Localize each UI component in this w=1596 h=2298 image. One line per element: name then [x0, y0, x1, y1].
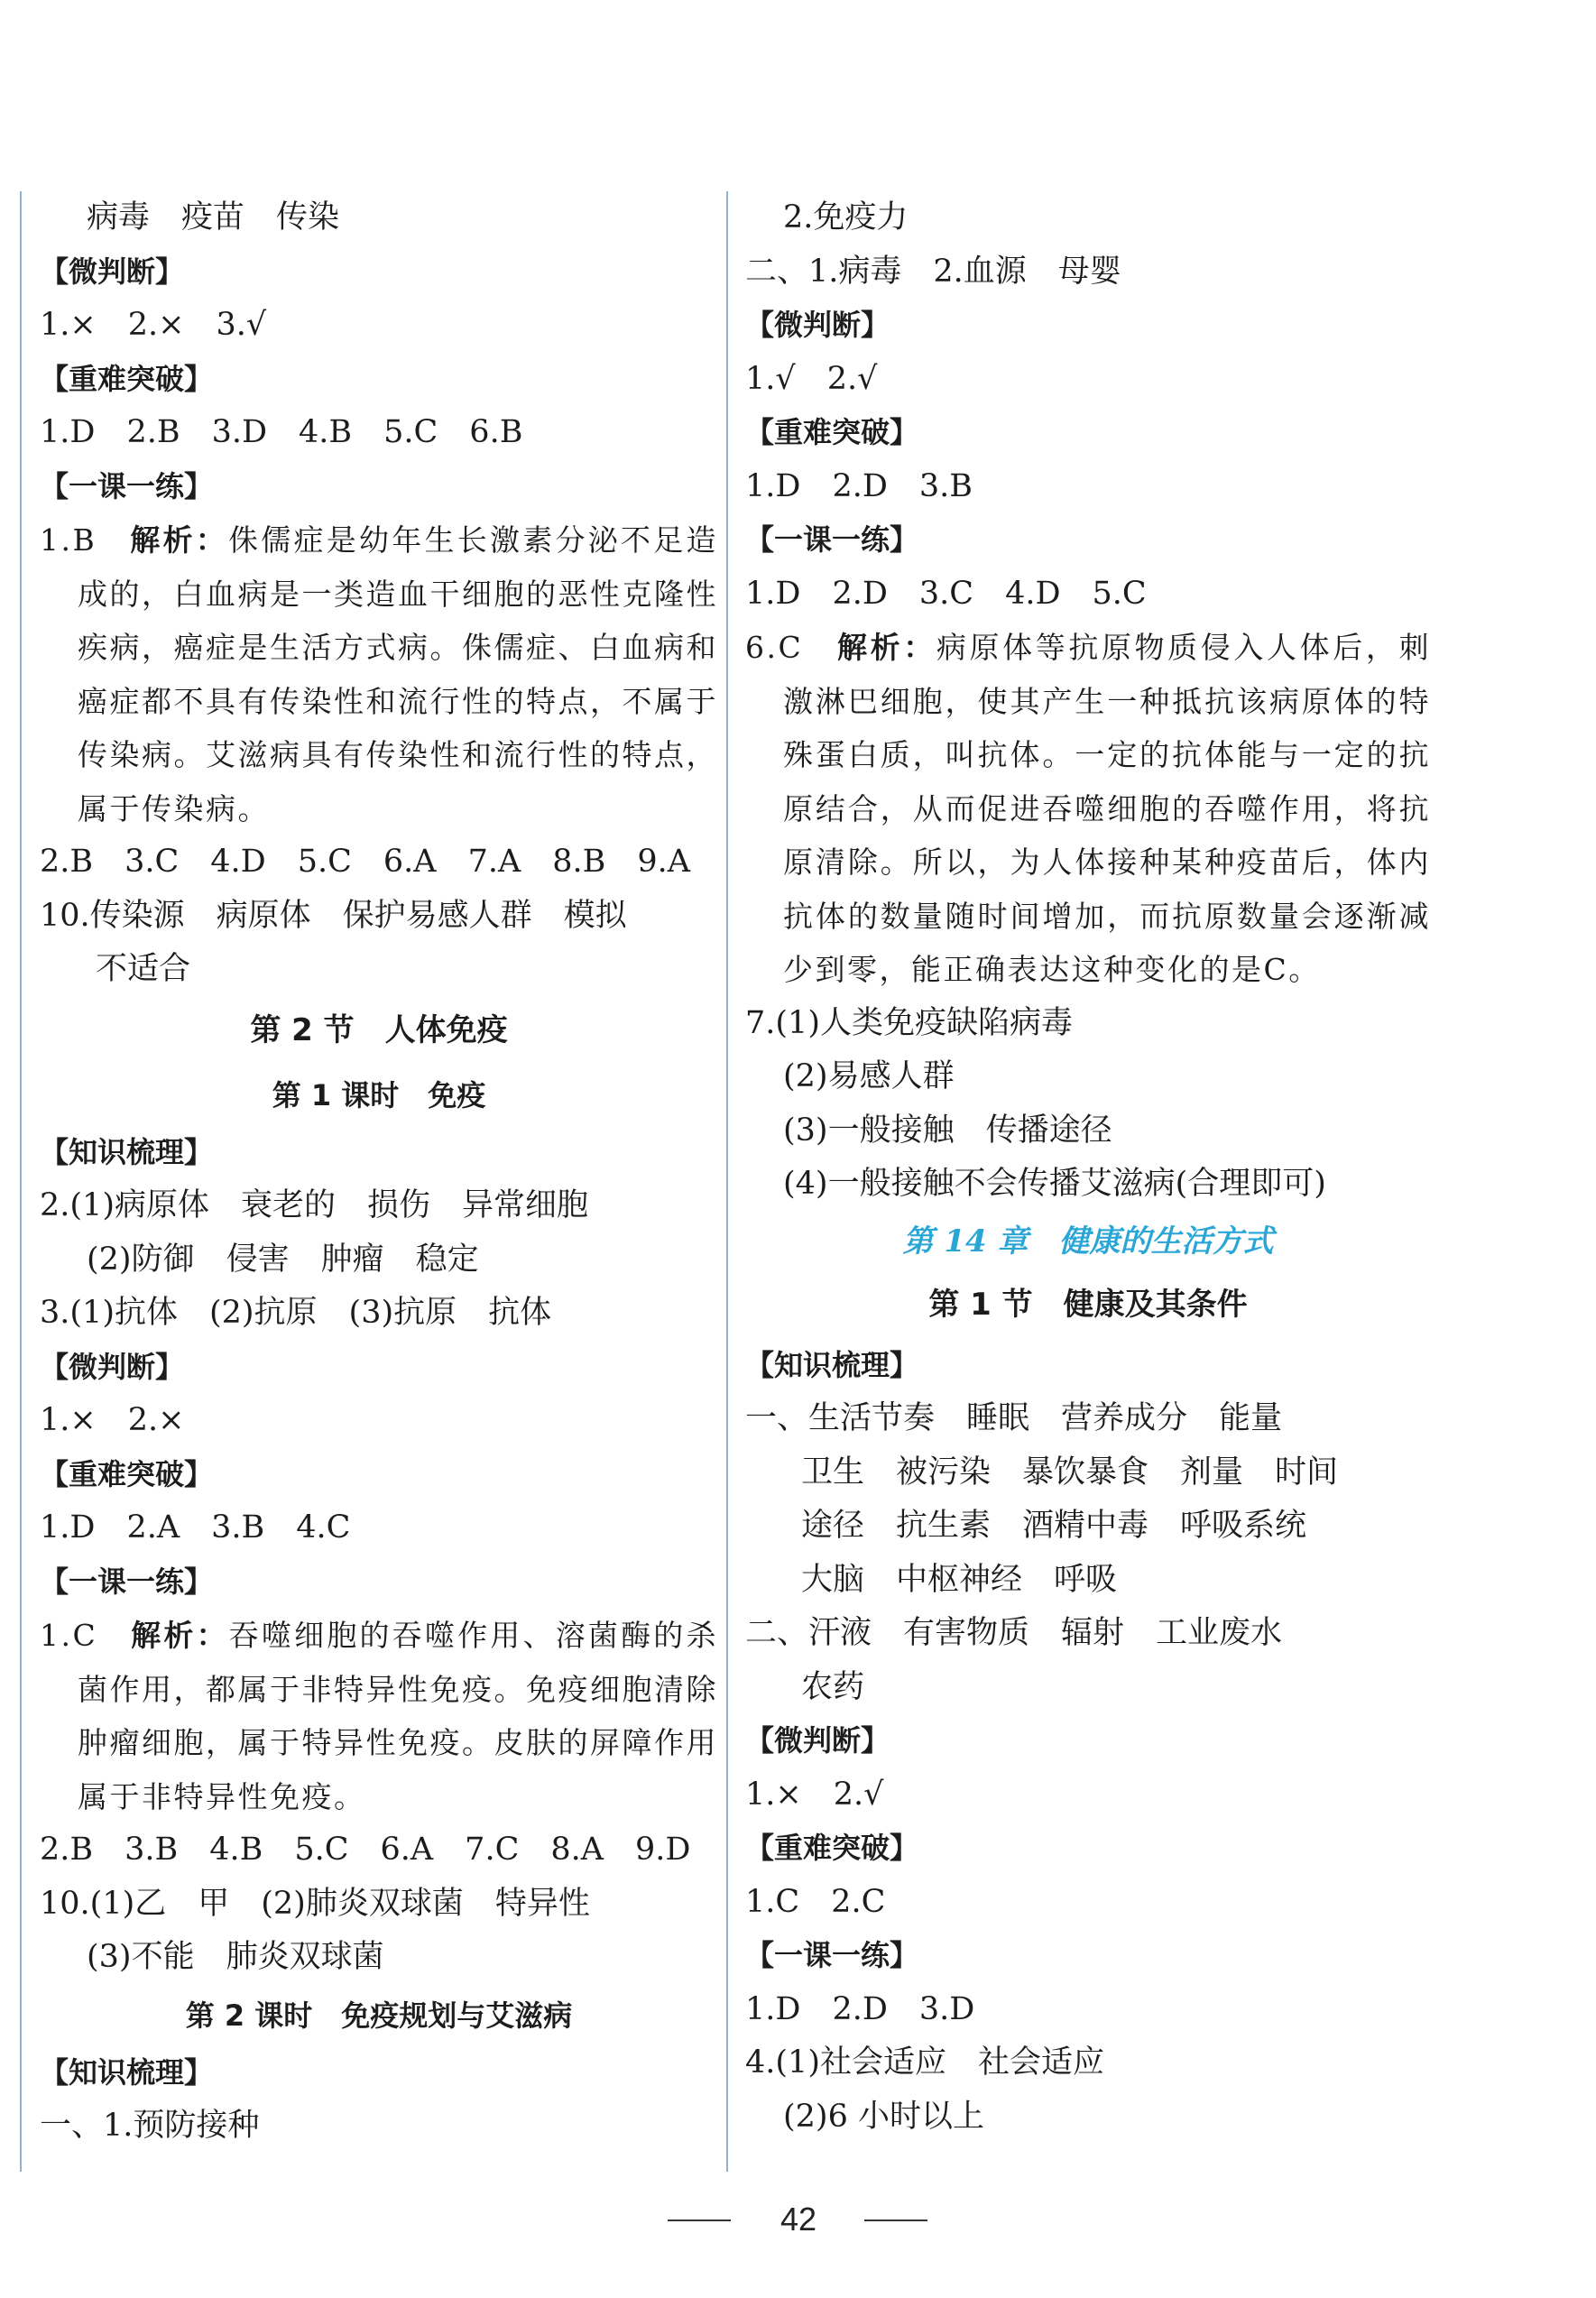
answer-lead: 6.C: [745, 630, 837, 665]
answer-lead: 1.C: [40, 1618, 132, 1653]
answer-line: 1.D 2.B 3.D 4.B 5.C 6.B: [40, 414, 523, 450]
lesson-title: 第 1 课时 免疫: [272, 1077, 486, 1112]
answer-line: 1.D 2.D 3.C 4.D 5.C: [745, 575, 1147, 612]
section-header-zhong-nan-tu-po: 【重难突破】: [40, 1456, 214, 1491]
explanation-paragraph: [40, 513, 718, 835]
answer-line: 二、1.病毒 2.血源 母婴: [745, 253, 1121, 290]
right-column: [745, 191, 1431, 2144]
answer-line: 卫生 被污染 暴饮暴食 剂量 时间: [801, 1454, 1339, 1490]
answer-line: (2)防御 侵害 肿瘤 稳定: [87, 1241, 479, 1278]
answer-line: 1.× 2.×: [40, 1402, 185, 1438]
section-header-zhi-shi-shu-li: 【知识梳理】: [40, 2054, 214, 2090]
answer-line: (3)不能 肺炎双球菌: [87, 1939, 384, 1975]
answer-line: 1.D 2.D 3.D: [745, 1990, 975, 2027]
section-header-zhi-shi-shu-li: 【知识梳理】: [745, 1347, 919, 1382]
section-header-yi-ke-yi-lian: 【一课一练】: [40, 468, 214, 503]
section-header-zhong-nan-tu-po: 【重难突破】: [745, 1831, 919, 1865]
answer-line: 大脑 中枢神经 呼吸: [801, 1561, 1118, 1598]
answer-line: (3)一般接触 传播途径: [783, 1112, 1112, 1149]
answer-line: 4.(1)社会适应 社会适应: [745, 2044, 1104, 2081]
analysis-text: 吞噬细胞的吞噬作用、溶菌酶的杀菌作用，都属于非特异性免疫。免疫细胞清除肿瘤细胞，属于特异性免疫。皮肤的屏障作用属于非特异性免疫。: [78, 1618, 718, 1814]
column-divider-rule: [726, 191, 728, 2172]
answer-line: 3.(1)抗体 (2)抗原 (3)抗原 抗体: [40, 1295, 552, 1331]
answer-line: 农药: [801, 1668, 865, 1705]
answer-line: 1.C 2.C: [745, 1883, 886, 1920]
answer-line: 途径 抗生素 酒精中毒 呼吸系统: [801, 1508, 1307, 1544]
section-header-yi-ke-yi-lian: 【一课一练】: [745, 522, 919, 557]
section-header-zhong-nan-tu-po: 【重难突破】: [40, 361, 214, 396]
page-footer: [0, 2183, 1596, 2256]
answer-line: (4)一般接触不会传播艾滋病(合理即可): [783, 1166, 1326, 1202]
answer-line: 1.D 2.A 3.B 4.C: [40, 1509, 351, 1546]
answer-line: 二、汗液 有害物质 辐射 工业废水: [745, 1615, 1283, 1651]
analysis-label: 解析：: [130, 522, 228, 558]
answer-line: 不适合: [96, 951, 191, 987]
answer-line: 1.× 2.√: [745, 1776, 884, 1813]
section-title: 第 2 节 人体免疫: [250, 1011, 508, 1048]
footer-dash-right: [864, 2220, 927, 2221]
section-header-zhi-shi-shu-li: 【知识梳理】: [40, 1134, 214, 1169]
answer-line: 1.× 2.× 3.√: [40, 307, 267, 343]
answer-line: 10.(1)乙 甲 (2)肺炎双球菌 特异性: [40, 1885, 590, 1922]
answer-line: 2.B 3.C 4.D 5.C 6.A 7.A 8.B 9.A: [40, 844, 691, 880]
answer-line: (2)6 小时以上: [783, 2098, 984, 2135]
section-header-wei-pan-duan: 【微判断】: [745, 308, 890, 342]
chapter-title: 第 14 章 健康的生活方式: [902, 1223, 1274, 1260]
answer-line: 一、1.预防接种: [40, 2108, 260, 2144]
section-title: 第 1 节 健康及其条件: [928, 1286, 1248, 1323]
answer-line: 2.(1)病原体 衰老的 损伤 异常细胞: [40, 1187, 588, 1223]
section-header-zhong-nan-tu-po: 【重难突破】: [745, 415, 919, 449]
explanation-paragraph: [745, 621, 1431, 997]
explanation-paragraph: [40, 1609, 718, 1823]
section-header-wei-pan-duan: 【微判断】: [40, 254, 185, 289]
analysis-label: 解析：: [836, 630, 936, 665]
answer-line: 一、生活节奏 睡眠 营养成分 能量: [745, 1400, 1283, 1436]
analysis-text: 病原体等抗原物质侵入人体后，刺激淋巴细胞，使其产生一种抵抗该病原体的特殊蛋白质，叫抗体。一定的抗体能与一定的抗原结合，从而促进吞噬细胞的吞噬作用，将抗原清除。所以，为人体接种某种疫苗后，体内抗体的数量随时间增加，而抗原数量会逐渐减少到零，能正确表达这种变化的是C。: [783, 630, 1432, 987]
answer-line: 7.(1)人类免疫缺陷病毒: [745, 1004, 1073, 1041]
left-margin-rule: [20, 191, 22, 2172]
answer-line: 2.B 3.B 4.B 5.C 6.A 7.C 8.A 9.D: [40, 1832, 691, 1868]
page-number: 42: [780, 2201, 817, 2238]
answer-line: 病毒 疫苗 传染: [87, 199, 340, 235]
answer-lead: 1.B: [40, 522, 131, 558]
answer-line: 1.D 2.D 3.B: [745, 467, 973, 504]
section-header-wei-pan-duan: 【微判断】: [745, 1723, 890, 1758]
answer-line: 2.免疫力: [783, 199, 909, 235]
left-column: [40, 191, 718, 2154]
analysis-label: 解析：: [131, 1618, 229, 1653]
footer-dash-left: [668, 2220, 731, 2221]
answer-line: (2)易感人群: [783, 1058, 955, 1094]
lesson-title: 第 2 课时 免疫规划与艾滋病: [185, 1998, 573, 2033]
analysis-text: 侏儒症是幼年生长激素分泌不足造成的，白血病是一类造血干细胞的恶性克隆性疾病，癌症是生活方式病。侏儒症、白血病和癌症都不具有传染性和流行性的特点，不属于传染病。艾滋病具有传染性和流行性的特点，属于传染病。: [78, 522, 718, 826]
answer-line: 1.√ 2.√: [745, 360, 878, 397]
answer-line: 10.传染源 病原体 保护易感人群 模拟: [40, 897, 627, 934]
section-header-yi-ke-yi-lian: 【一课一练】: [745, 1938, 919, 1972]
section-header-wei-pan-duan: 【微判断】: [40, 1349, 185, 1384]
section-header-yi-ke-yi-lian: 【一课一练】: [40, 1564, 214, 1599]
